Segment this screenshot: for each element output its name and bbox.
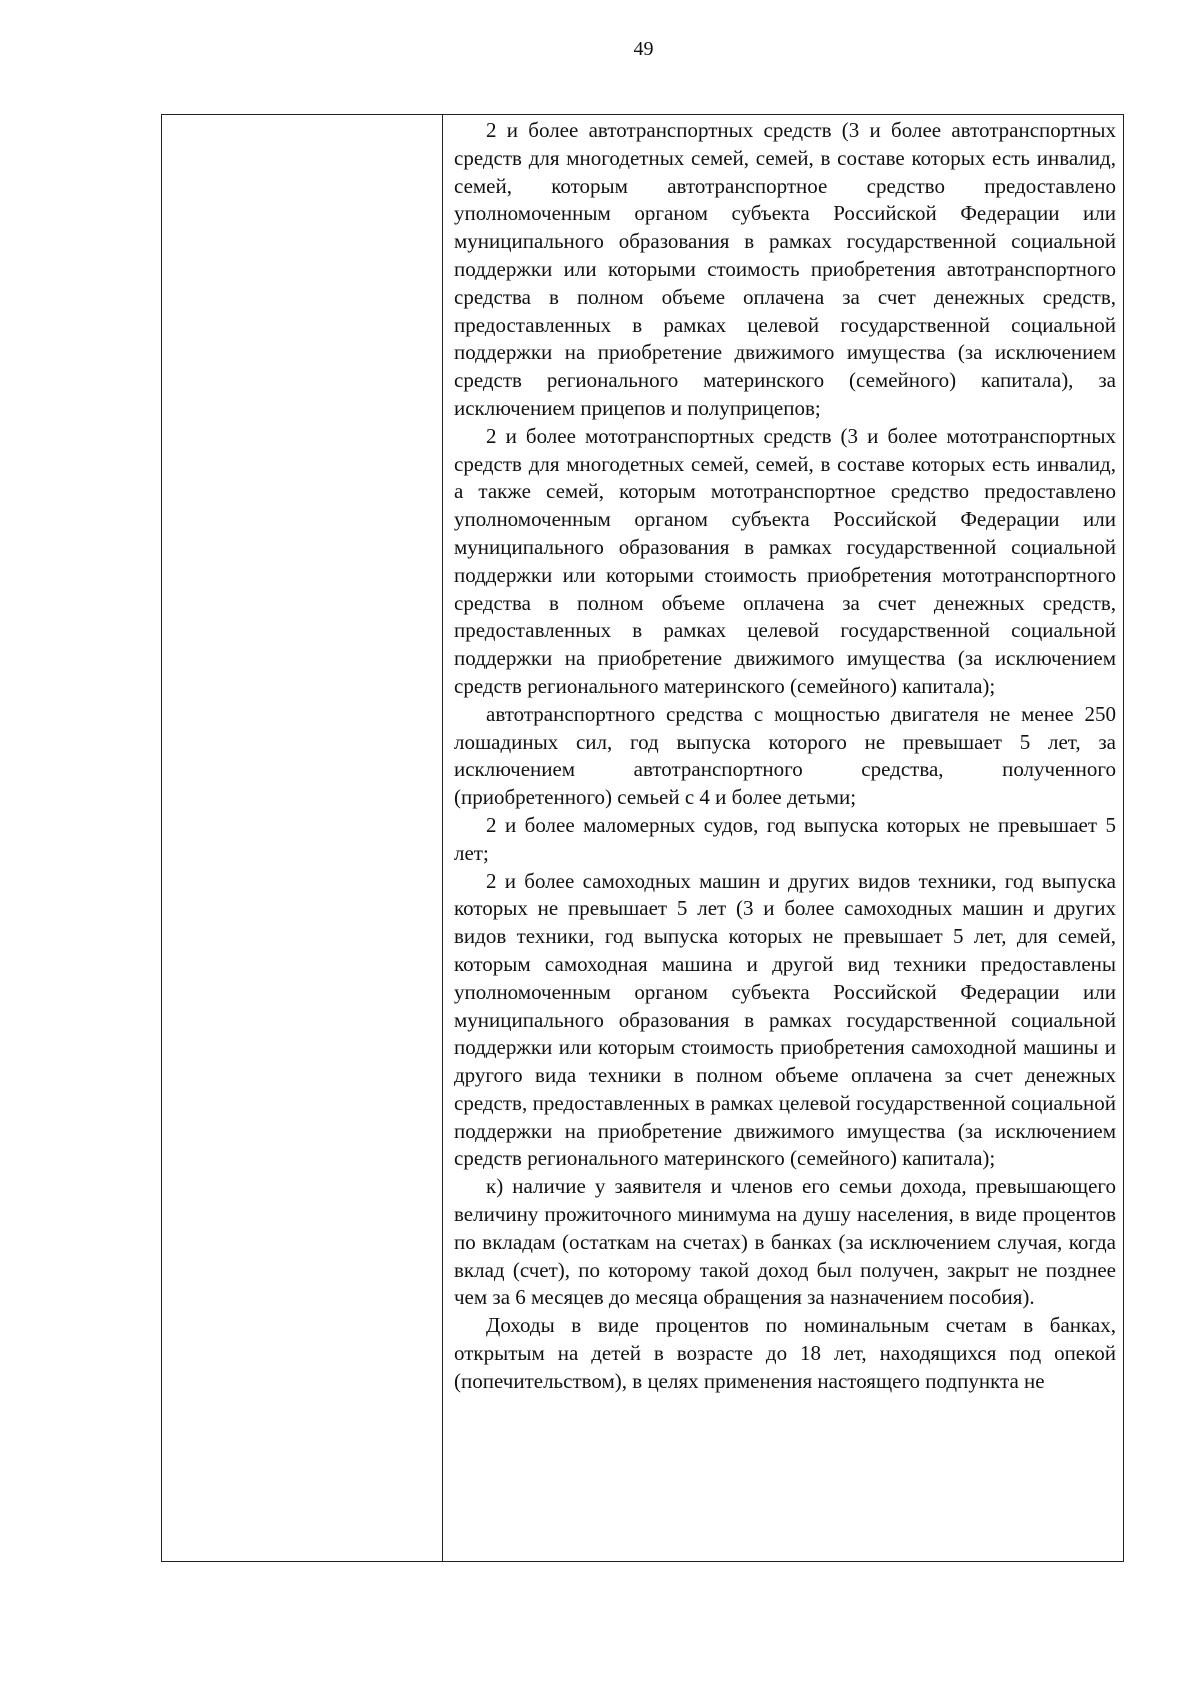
paragraph-self-propelled-machines: 2 и более самоходных машин и других видов техники, год выпуска которых не превышает 5 лет (3 и более самоходных машин и других видов техники, год выпуска которых не превышает 5 лет, для семей, которым самоходная машина и другой вид техники предоставлены уполномоченным органом субъекта Российской Федерации или муниципального образования в рамках государственной социальной поддержки или которым стоимость приобретения самоходной машины и другого вида техники в полном объеме оплачена за счет денежных средств, предоставленных в рамках целевой государственной социальной поддержки на приобретение движимого имущества (за исключением средств регионального материнского (семейного) капитала); [454, 868, 1116, 1171]
page-number: 49 [633, 38, 654, 60]
paragraph-auto-vehicles: 2 и более автотранспортных средств (3 и более автотранспортных средств для многодетных семей, семей, в составе которых есть инвалид, семей, которым автотранспортное средство предоставлено уполномоченным органом субъекта Российской Федерации или муниципального образования в рамках государственной социальной поддержки или которыми стоимость приобретения автотранспортного средства в полном объеме оплачена за счет денежных средств, предоставленных в рамках целевой государственной социальной поддержки на приобретение движимого имущества (за исключением средств регионального материнского (семейного) капитала), за исключением прицепов и полуприцепов; [454, 118, 1116, 420]
document-table [161, 114, 1124, 1562]
paragraph-deposit-interest: к) наличие у заявителя и членов его семьи дохода, превышающего величину прожиточного минимума на душу населения, в виде процентов по вкладам (остаткам на счетах) в банках (за исключением случая, когда вклад (счет), по которому такой доход был получен, закрыт не позднее чем за 6 месяцев до месяца обращения за назначением пособия). [454, 1174, 1116, 1310]
table-column-divider [442, 115, 443, 1561]
paragraph-moto-vehicles: 2 и более мототранспортных средств (3 и более мототранспортных средств для многодетных семей, семей, в составе которых есть инвалид, а также семей, которым мототранспортное средство предоставлено уполномоченным органом субъекта Российской Федерации или муниципального образования в рамках государственной социальной поддержки или которыми стоимость приобретения мототранспортного средства в полном объеме оплачена за счет денежных средств, предоставленных в рамках целевой государственной социальной поддержки на приобретение движимого имущества (за исключением средств регионального материнского (семейного) капитала); [454, 423, 1116, 698]
table-right-cell [454, 117, 1116, 1557]
paragraph-nominal-accounts: Доходы в виде процентов по номинальным счетам в банках, открытым на детей в возрасте до 18 лет, находящихся под опекой (попечительством), в целях применения настоящего подпункта не [454, 1313, 1116, 1393]
paragraph-engine-power: автотранспортного средства с мощностью двигателя не менее 250 лошадиных сил, год выпуска которого не превышает 5 лет, за исключением автотранспортного средства, полученного (приобретенного) семьей с 4 и более детьми; [454, 701, 1116, 810]
paragraph-small-vessels: 2 и более маломерных судов, год выпуска которых не превышает 5 лет; [454, 812, 1116, 865]
